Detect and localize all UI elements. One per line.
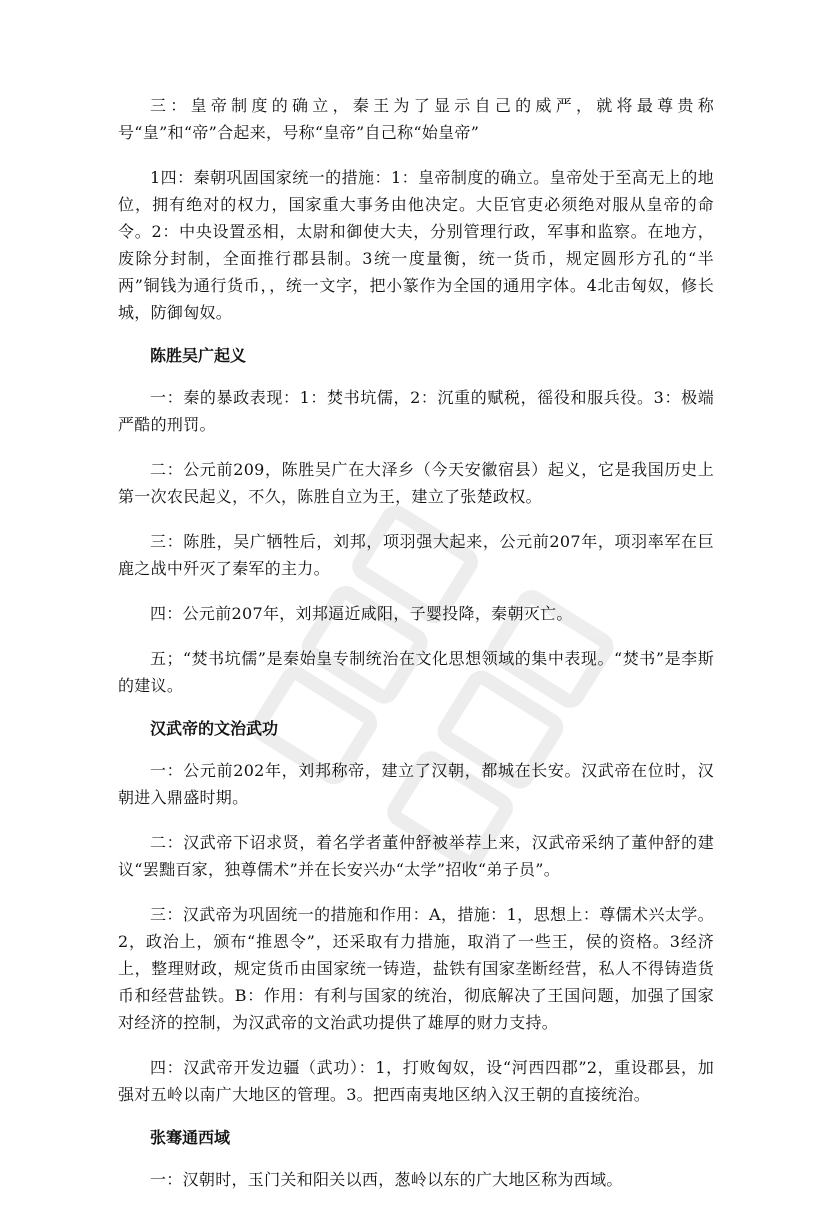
para-burning-books: 五；“焚书坑儒”是秦始皇专制统治在文化思想领域的集中表现。“焚书”是李斯的建议。: [118, 649, 714, 695]
para-confucianism: 二：汉武帝下诏求贤，着名学者董仲舒被举荐上来，汉武帝采纳了董仲舒的建议“罢黜百家，独尊儒术”并在长安兴办“太学”招收“弟子员”。: [118, 833, 714, 879]
para-qin-fall: 四：公元前207年，刘邦逼近咸阳，子婴投降，秦朝灭亡。: [150, 604, 573, 623]
para-frontier: 四：汉武帝开发边疆（武功）：1，打败匈奴，设“河西四郡”2，重设郡县，加强对五岭以南广大地区的管理。3。把西南夷地区纳入汉王朝的直接统治。: [118, 1058, 714, 1104]
para-han-measures: 三：汉武帝为巩固统一的措施和作用：A，措施：1，思想上：尊儒术兴太学。2，政治上，颁布“推恩令”，还采取有力措施，取消了一些王，侯的资格。3经济上，整理财政，规定货币由国家统一铸造，盐铁有国家垄断经营，私人不得铸造货币和经营盐铁。B：作用：有利与国家的统治，彻底解决了王国问题，加强了国家对经济的控制，为汉武帝的文治武功提供了雄厚的财力支持。: [118, 905, 714, 1032]
para-dazexiang-uprising: 二：公元前209，陈胜吴广在大泽乡（今天安徽宿县）起义，它是我国历史上第一次农民起义，不久，陈胜自立为王，建立了张楚政权。: [118, 460, 714, 506]
heading-zhang-qian: 张骞通西域: [150, 1128, 231, 1147]
para-julu-battle: 三：陈胜，吴广牺牲后，刘邦，项羽强大起来，公元前207年，项羽率军在巨鹿之战中歼灭了秦军的主力。: [118, 532, 714, 578]
para-western-regions: 一：汉朝时，玉门关和阳关以西，葱岭以东的广大地区称为西域。: [150, 1170, 623, 1189]
heading-han-wudi: 汉武帝的文治武功: [150, 719, 279, 738]
para-qin-tyranny: 一：秦的暴政表现：1：焚书坑儒，2：沉重的赋税，徭役和服兵役。3：极端严酷的刑罚。: [118, 388, 714, 434]
para-qin-unification-measures: 1四：秦朝巩固国家统一的措施：1：皇帝制度的确立。皇帝处于至高无上的地位，拥有绝对的权力，国家重大事务由他决定。大臣官吏必须绝对服从皇帝的命令。2：中央设置丞相，太尉和御使大夫，分别管理行政，军事和监察。在地方，废除分封制，全面推行郡县制。3统一度量衡，统一货币，规定圆形方孔的“半两”铜钱为通行货币，，统一文字，把小篆作为全国的通用字体。4北击匈奴，修长城，防御匈奴。: [118, 168, 714, 322]
heading-chen-sheng-wu-guang: 陈胜吴广起义: [150, 346, 247, 365]
para-emperor-title: 三：皇帝制度的确立，秦王为了显示自己的威严，就将最尊贵称号“皇”和“帝”合起来，号称“皇帝”自己称“始皇帝”: [118, 96, 714, 142]
para-han-founding: 一：公元前202年，刘邦称帝，建立了汉朝，都城在长安。汉武帝在位时，汉朝进入鼎盛时期。: [118, 761, 714, 807]
document-body: [118, 92, 714, 1211]
